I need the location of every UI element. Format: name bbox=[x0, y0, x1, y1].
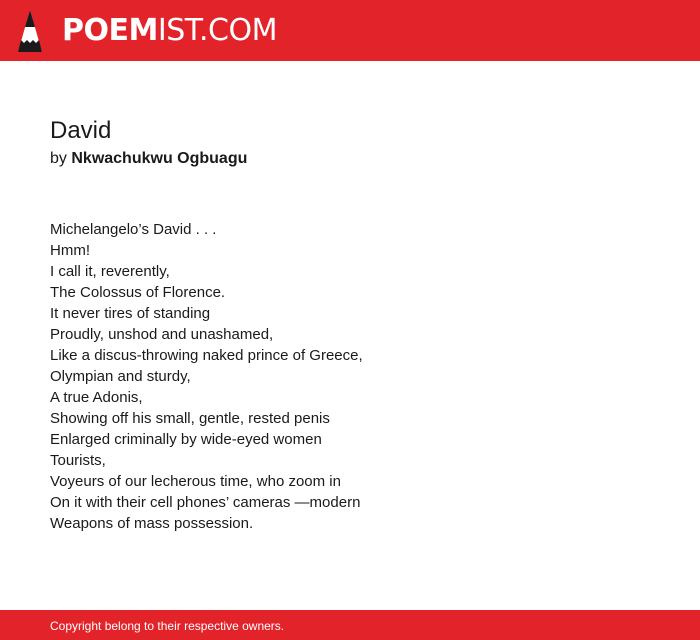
poem-line: Olympian and sturdy, bbox=[50, 368, 191, 385]
site-footer bbox=[0, 610, 700, 640]
poem-line: The Colossus of Florence. bbox=[50, 284, 226, 301]
byline-prefix: by bbox=[50, 150, 67, 167]
poem-line: It never tires of standing bbox=[50, 305, 211, 322]
poem-line: Like a discus-throwing naked prince of Greece, bbox=[50, 347, 363, 364]
site-logo-link[interactable] bbox=[18, 10, 277, 52]
poem-line: On it with their cell phones’ cameras —modern bbox=[50, 494, 361, 511]
poem-line: Voyeurs of our lecherous time, who zoom in bbox=[50, 473, 341, 490]
poem-line: Enlarged criminally by wide-eyed women bbox=[50, 431, 322, 448]
poem-body bbox=[50, 219, 650, 534]
pencil-tip-icon bbox=[18, 10, 42, 52]
poem-line: Weapons of mass possession. bbox=[50, 515, 254, 532]
site-header bbox=[0, 0, 700, 61]
poem-line: I call it, reverently, bbox=[50, 263, 170, 280]
poem-line: Showing off his small, gentle, rested penis bbox=[50, 410, 330, 427]
poem-line: Michelangelo’s David . . . bbox=[50, 221, 217, 238]
poem-line: Tourists, bbox=[50, 452, 106, 469]
poem-line: A true Adonis, bbox=[50, 389, 143, 406]
site-logo-text bbox=[62, 10, 277, 52]
copyright-notice: Copyright belong to their respective owners. bbox=[50, 619, 285, 633]
poem-line: Hmm! bbox=[50, 242, 90, 259]
poem-title: David bbox=[50, 117, 112, 144]
poem-line: Proudly, unshod and unashamed, bbox=[50, 326, 274, 343]
logo-text-bold: POEM bbox=[62, 13, 158, 48]
byline bbox=[50, 148, 247, 170]
author-name: Nkwachukwu Ogbuagu bbox=[71, 150, 248, 167]
logo-text-light: IST.COM bbox=[157, 13, 277, 48]
